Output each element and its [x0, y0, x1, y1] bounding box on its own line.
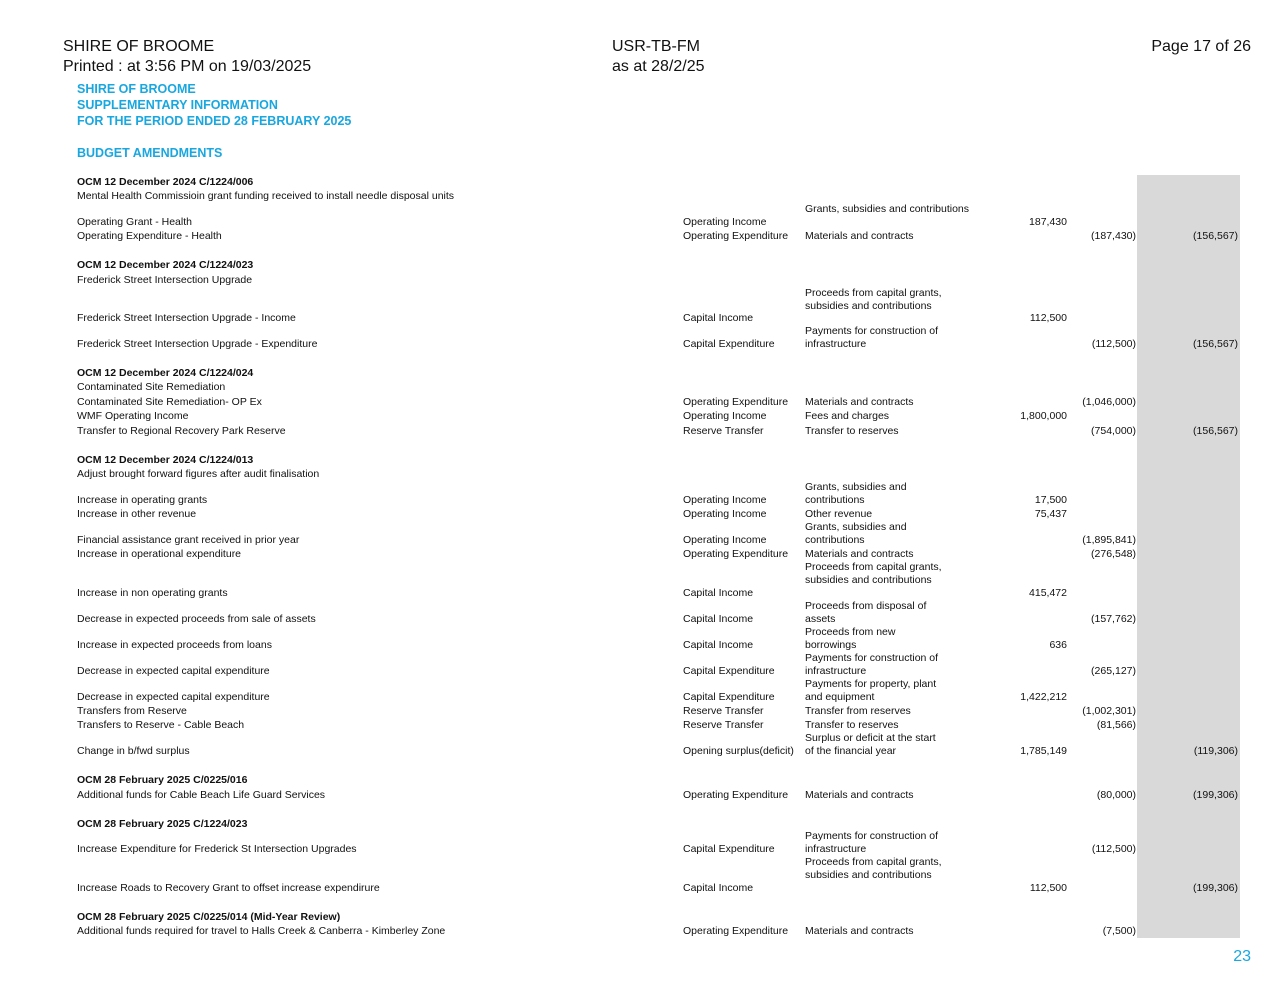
nature-label: Payments for construction of infrastructure	[805, 830, 939, 855]
table-row: Additional funds for Cable Beach Life Guard Services Operating Expenditure Materials and contracts (80,000) (199,306)	[77, 789, 1238, 801]
table-row: Increase in non operating grants Capital Income 415,472	[77, 587, 1067, 599]
section-heading: OCM 28 February 2025 C/0225/014 (Mid-Year Review)	[77, 911, 341, 923]
nature-label: Grants, subsidies and contributions	[805, 481, 907, 506]
section-subheading: Contaminated Site Remediation	[77, 381, 226, 393]
nature-label: Proceeds from new borrowings	[805, 626, 896, 651]
table-row: WMF Operating Income Operating Income Fees and charges 1,800,000	[77, 410, 1067, 422]
title-org: SHIRE OF BROOME	[77, 82, 196, 96]
section-subheading: Frederick Street Intersection Upgrade	[77, 274, 253, 286]
table-row: Operating Expenditure - Health Operating Expenditure Materials and contracts (187,430) (156,567)	[77, 230, 1238, 242]
section-heading: OCM 12 December 2024 C/1224/023	[77, 259, 254, 271]
report-code: USR-TB-FM	[612, 38, 700, 55]
table-row: Transfers to Reserve - Cable Beach Reserve Transfer Transfer to reserves (81,566)	[77, 719, 1136, 731]
table-row: Change in b/fwd surplus Opening surplus(deficit) 1,785,149 (119,306)	[77, 745, 1238, 757]
table-row: Decrease in expected proceeds from sale of assets Capital Income (157,762)	[77, 613, 1136, 625]
table-row: Increase Expenditure for Frederick St Intersection Upgrades Capital Expenditure (112,500)	[77, 843, 1136, 855]
report-header-left	[63, 37, 311, 77]
table-row: Increase in expected proceeds from loans Capital Income 636	[77, 639, 1067, 651]
nature-label: Payments for construction of infrastructure	[805, 325, 939, 350]
org-name: SHIRE OF BROOME	[63, 38, 215, 55]
table-row: Decrease in expected capital expenditure Capital Expenditure (265,127)	[77, 665, 1136, 677]
table-row: Contaminated Site Remediation- OP Ex Operating Expenditure Materials and contracts (1,046,000)	[77, 396, 1136, 408]
table-row: Decrease in expected capital expenditure Capital Expenditure 1,422,212	[77, 691, 1067, 703]
title-supplementary: SUPPLEMENTARY INFORMATION	[77, 98, 278, 112]
footer-page-number: 23	[1233, 948, 1251, 965]
section-heading: OCM 12 December 2024 C/1224/006	[77, 176, 254, 188]
table-row: Increase in other revenue Operating Income Other revenue 75,437	[77, 508, 1067, 520]
section-heading: OCM 28 February 2025 C/1224/023	[77, 818, 248, 830]
report-header-center	[612, 37, 705, 77]
table-row: Financial assistance grant received in prior year Operating Income (1,895,841)	[77, 534, 1136, 546]
nature-label: Payments for construction of infrastructure	[805, 652, 939, 677]
nature-label: Proceeds from disposal of assets	[805, 600, 927, 625]
title-period: FOR THE PERIOD ENDED 28 FEBRUARY 2025	[77, 114, 352, 128]
table-row: Increase in operating grants Operating Income 17,500	[77, 494, 1067, 506]
as-at-date: as at 28/2/25	[612, 58, 705, 75]
table-row: Operating Grant - Health Operating Income 187,430	[77, 216, 1067, 228]
nature-label: Surplus or deficit at the start of the financial year	[805, 732, 936, 757]
table-row: Additional funds required for travel to Halls Creek & Canberra - Kimberley Zone Operating Expenditure Materials and contracts (7,500)	[77, 925, 1136, 937]
table-row: Frederick Street Intersection Upgrade - Expenditure Capital Expenditure (112,500) (156,567)	[77, 338, 1238, 350]
table-row: Increase in operational expenditure Operating Expenditure Materials and contracts (276,548)	[77, 548, 1136, 560]
table-row: Transfer to Regional Recovery Park Reserve Reserve Transfer Transfer to reserves (754,000) (156,567)	[77, 425, 1238, 437]
nature-label: Proceeds from capital grants, subsidies and contributions	[805, 856, 942, 881]
nature-label: Proceeds from capital grants, subsidies and contributions	[805, 561, 942, 586]
nature-label: Grants, subsidies and contributions	[805, 203, 970, 215]
table-row: Transfers from Reserve Reserve Transfer Transfer from reserves (1,002,301)	[77, 705, 1136, 717]
printed-timestamp: Printed : at 3:56 PM on 19/03/2025	[63, 58, 312, 75]
table-row: Frederick Street Intersection Upgrade - Income Capital Income 112,500	[77, 312, 1067, 324]
section-heading: OCM 28 February 2025 C/0225/016	[77, 774, 248, 786]
section-title: BUDGET AMENDMENTS	[77, 146, 223, 160]
nature-label: Payments for property, plant and equipment	[805, 678, 937, 703]
section-heading: OCM 12 December 2024 C/1224/013	[77, 454, 254, 466]
section-heading: OCM 12 December 2024 C/1224/024	[77, 367, 254, 379]
page-indicator: Page 17 of 26	[1151, 38, 1251, 55]
table-row: Increase Roads to Recovery Grant to offset increase expendirure Capital Income 112,500 (199,306)	[77, 882, 1238, 894]
nature-label: Grants, subsidies and contributions	[805, 521, 907, 546]
nature-label: Proceeds from capital grants, subsidies and contributions	[805, 287, 942, 312]
section-subheading: Adjust brought forward figures after audit finalisation	[77, 468, 320, 480]
section-subheading: Mental Health Commissioin grant funding received to install needle disposal units	[77, 190, 455, 202]
